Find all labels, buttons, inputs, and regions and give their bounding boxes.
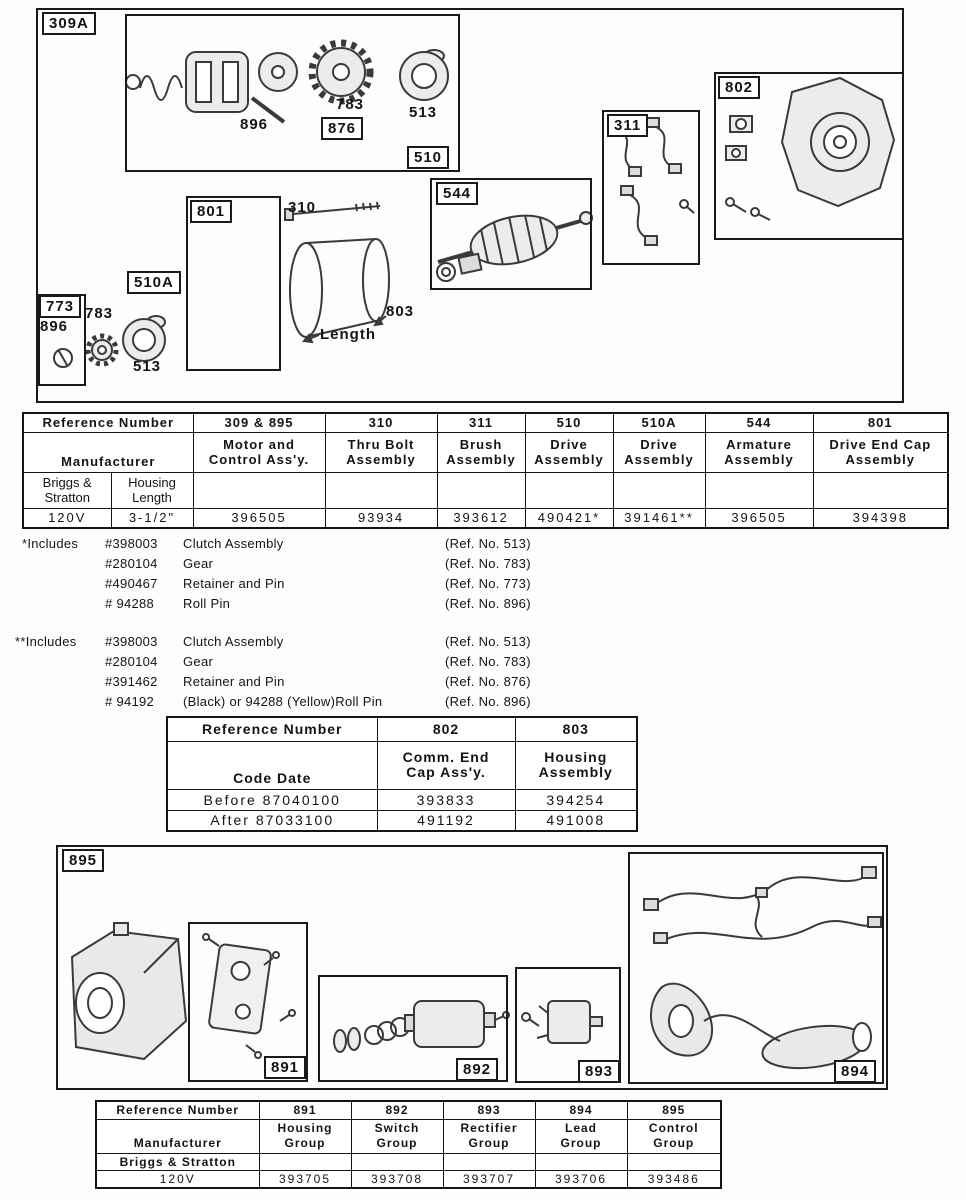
- value-cell: 396505: [705, 508, 813, 528]
- footnote-510A-includes: [15, 632, 531, 712]
- empty-cell: [259, 1153, 351, 1170]
- footnote-line: [15, 672, 531, 692]
- table-header-row: [23, 413, 948, 432]
- brand-row: [96, 1153, 721, 1170]
- footnote-ref: (Ref. No. 896): [445, 596, 531, 611]
- brand-cell: Briggs & Stratton: [23, 472, 111, 508]
- assembly-cell: Motor and Control Ass'y.: [193, 432, 325, 472]
- assembly-cell: Thru Bolt Assembly: [325, 432, 437, 472]
- value-cell: 394254: [515, 789, 637, 810]
- callout-801: 801: [190, 200, 232, 223]
- value-cell: After 87033100: [167, 810, 377, 831]
- footnote-part-number: #391462: [105, 674, 158, 689]
- label-length: Length: [320, 326, 376, 343]
- label-513: 513: [409, 104, 438, 121]
- assembly-cell: Armature Assembly: [705, 432, 813, 472]
- sub-header-row: [23, 472, 948, 508]
- value-cell: 393705: [259, 1170, 351, 1188]
- callout-802: 802: [718, 76, 760, 99]
- value-cell: 490421*: [525, 508, 613, 528]
- table-header-row: [96, 1101, 721, 1119]
- empty-cell: [437, 472, 525, 508]
- footnote-line: [22, 534, 531, 554]
- header-cell: 510A: [613, 413, 705, 432]
- footnote-part-desc: Clutch Assembly: [183, 634, 284, 649]
- callout-894: 894: [834, 1060, 876, 1083]
- value-cell: 391461**: [613, 508, 705, 528]
- empty-cell: [613, 472, 705, 508]
- label-513-left: 513: [133, 358, 162, 375]
- footnote-part-number: #398003: [105, 536, 158, 551]
- assembly-cell: Drive End Cap Assembly: [813, 432, 948, 472]
- table-row: [167, 810, 637, 831]
- value-cell: 120V: [23, 508, 111, 528]
- callout-309A: 309A: [42, 12, 96, 35]
- label-803: 803: [386, 303, 415, 320]
- footnote-part-desc: Retainer and Pin: [183, 674, 285, 689]
- assembly-cell: Drive Assembly: [525, 432, 613, 472]
- label-783-left: 783: [85, 305, 114, 322]
- empty-cell: [813, 472, 948, 508]
- footnote-part-desc: Retainer and Pin: [183, 576, 285, 591]
- assembly-cell: Comm. End Cap Ass'y.: [377, 741, 515, 789]
- footnote-ref: (Ref. No. 876): [445, 674, 531, 689]
- empty-cell: [705, 472, 813, 508]
- lead-group-box: [628, 852, 884, 1084]
- group-cell: Lead Group: [535, 1119, 627, 1153]
- callout-311: 311: [607, 114, 648, 137]
- footnote-marker: *Includes: [22, 536, 79, 551]
- empty-cell: [325, 472, 437, 508]
- callout-892: 892: [456, 1058, 498, 1081]
- label-896-left: 896: [40, 318, 69, 335]
- callout-893: 893: [578, 1060, 620, 1083]
- footnote-line: [22, 574, 531, 594]
- callout-891: 891: [264, 1056, 306, 1079]
- callout-510: 510: [407, 146, 449, 169]
- empty-cell: [443, 1153, 535, 1170]
- group-cell: Housing Group: [259, 1119, 351, 1153]
- empty-cell: [627, 1153, 721, 1170]
- footnote-part-number: # 94288: [105, 596, 155, 611]
- header-cell: 893: [443, 1101, 535, 1119]
- assembly-name-row: [23, 432, 948, 472]
- value-cell: 394398: [813, 508, 948, 528]
- group-cell: Rectifier Group: [443, 1119, 535, 1153]
- value-cell: Before 87040100: [167, 789, 377, 810]
- footnote-part-number: #398003: [105, 634, 158, 649]
- footnote-marker: **Includes: [15, 634, 77, 649]
- value-cell: 491008: [515, 810, 637, 831]
- footnote-510-includes: [22, 534, 531, 614]
- footnote-line: [15, 652, 531, 672]
- footnote-part-number: #280104: [105, 654, 158, 669]
- value-cell: 393833: [377, 789, 515, 810]
- footnote-part-desc: Roll Pin: [183, 596, 231, 611]
- value-cell: 393708: [351, 1170, 443, 1188]
- group-name-row: [96, 1119, 721, 1153]
- footnote-line: [22, 594, 531, 614]
- footnote-part-desc: (Black) or 94288 (Yellow)Roll Pin: [183, 694, 383, 709]
- footnote-part-number: # 94192: [105, 694, 155, 709]
- value-cell: 3-1/2": [111, 508, 193, 528]
- header-cell: Reference Number: [96, 1101, 259, 1119]
- starter-parts-table: [22, 412, 949, 529]
- callout-773: 773: [39, 295, 81, 318]
- code-date-label-cell: Code Date: [167, 741, 377, 789]
- brand-cell: Briggs & Stratton: [96, 1153, 259, 1170]
- value-cell: 396505: [193, 508, 325, 528]
- empty-cell: [535, 1153, 627, 1170]
- footnote-part-number: #280104: [105, 556, 158, 571]
- table-row: [167, 789, 637, 810]
- footnote-ref: (Ref. No. 513): [445, 634, 531, 649]
- header-cell: 544: [705, 413, 813, 432]
- label-896: 896: [240, 116, 269, 133]
- footnote-part-desc: Gear: [183, 556, 214, 571]
- footnote-ref: (Ref. No. 513): [445, 536, 531, 551]
- callout-876: 876: [321, 117, 363, 140]
- header-cell: 310: [325, 413, 437, 432]
- footnote-part-desc: Clutch Assembly: [183, 536, 284, 551]
- value-cell: 393707: [443, 1170, 535, 1188]
- header-cell: 311: [437, 413, 525, 432]
- housing-length-cell: Housing Length: [111, 472, 193, 508]
- empty-cell: [525, 472, 613, 508]
- header-cell: 891: [259, 1101, 351, 1119]
- label-783: 783: [336, 96, 365, 113]
- header-cell: 803: [515, 717, 637, 741]
- header-cell: 895: [627, 1101, 721, 1119]
- value-cell: 393486: [627, 1170, 721, 1188]
- header-cell: 802: [377, 717, 515, 741]
- header-cell: Reference Number: [23, 413, 193, 432]
- value-cell: 93934: [325, 508, 437, 528]
- label-310: 310: [288, 199, 317, 216]
- footnote-part-desc: Gear: [183, 654, 214, 669]
- assembly-cell: Brush Assembly: [437, 432, 525, 472]
- footnote-line: [15, 692, 531, 712]
- code-date-table: [166, 716, 638, 832]
- header-cell: 801: [813, 413, 948, 432]
- sub-header-row: [167, 741, 637, 789]
- footnote-ref: (Ref. No. 783): [445, 556, 531, 571]
- value-cell: 393706: [535, 1170, 627, 1188]
- empty-cell: [193, 472, 325, 508]
- footnote-ref: (Ref. No. 783): [445, 654, 531, 669]
- header-cell: 894: [535, 1101, 627, 1119]
- table-header-row: [167, 717, 637, 741]
- empty-cell: [351, 1153, 443, 1170]
- group-cell: Control Group: [627, 1119, 721, 1153]
- manufacturer-label-cell: Manufacturer: [23, 432, 193, 472]
- footnote-ref: (Ref. No. 896): [445, 694, 531, 709]
- part-number-row: [23, 508, 948, 528]
- control-group-parts-table: [95, 1100, 722, 1189]
- assembly-cell: Drive Assembly: [613, 432, 705, 472]
- value-cell: 120V: [96, 1170, 259, 1188]
- value-cell: 393612: [437, 508, 525, 528]
- part-number-row: [96, 1170, 721, 1188]
- header-cell: 892: [351, 1101, 443, 1119]
- manufacturer-label-cell: Manufacturer: [96, 1119, 259, 1153]
- value-cell: 491192: [377, 810, 515, 831]
- header-cell: 309 & 895: [193, 413, 325, 432]
- callout-895: 895: [62, 849, 104, 872]
- footnote-part-number: #490467: [105, 576, 158, 591]
- header-cell: 510: [525, 413, 613, 432]
- footnote-line: [15, 632, 531, 652]
- footnote-ref: (Ref. No. 773): [445, 576, 531, 591]
- footnote-line: [22, 554, 531, 574]
- group-cell: Switch Group: [351, 1119, 443, 1153]
- callout-544: 544: [436, 182, 478, 205]
- assembly-cell: Housing Assembly: [515, 741, 637, 789]
- header-cell: Reference Number: [167, 717, 377, 741]
- callout-510A: 510A: [127, 271, 181, 294]
